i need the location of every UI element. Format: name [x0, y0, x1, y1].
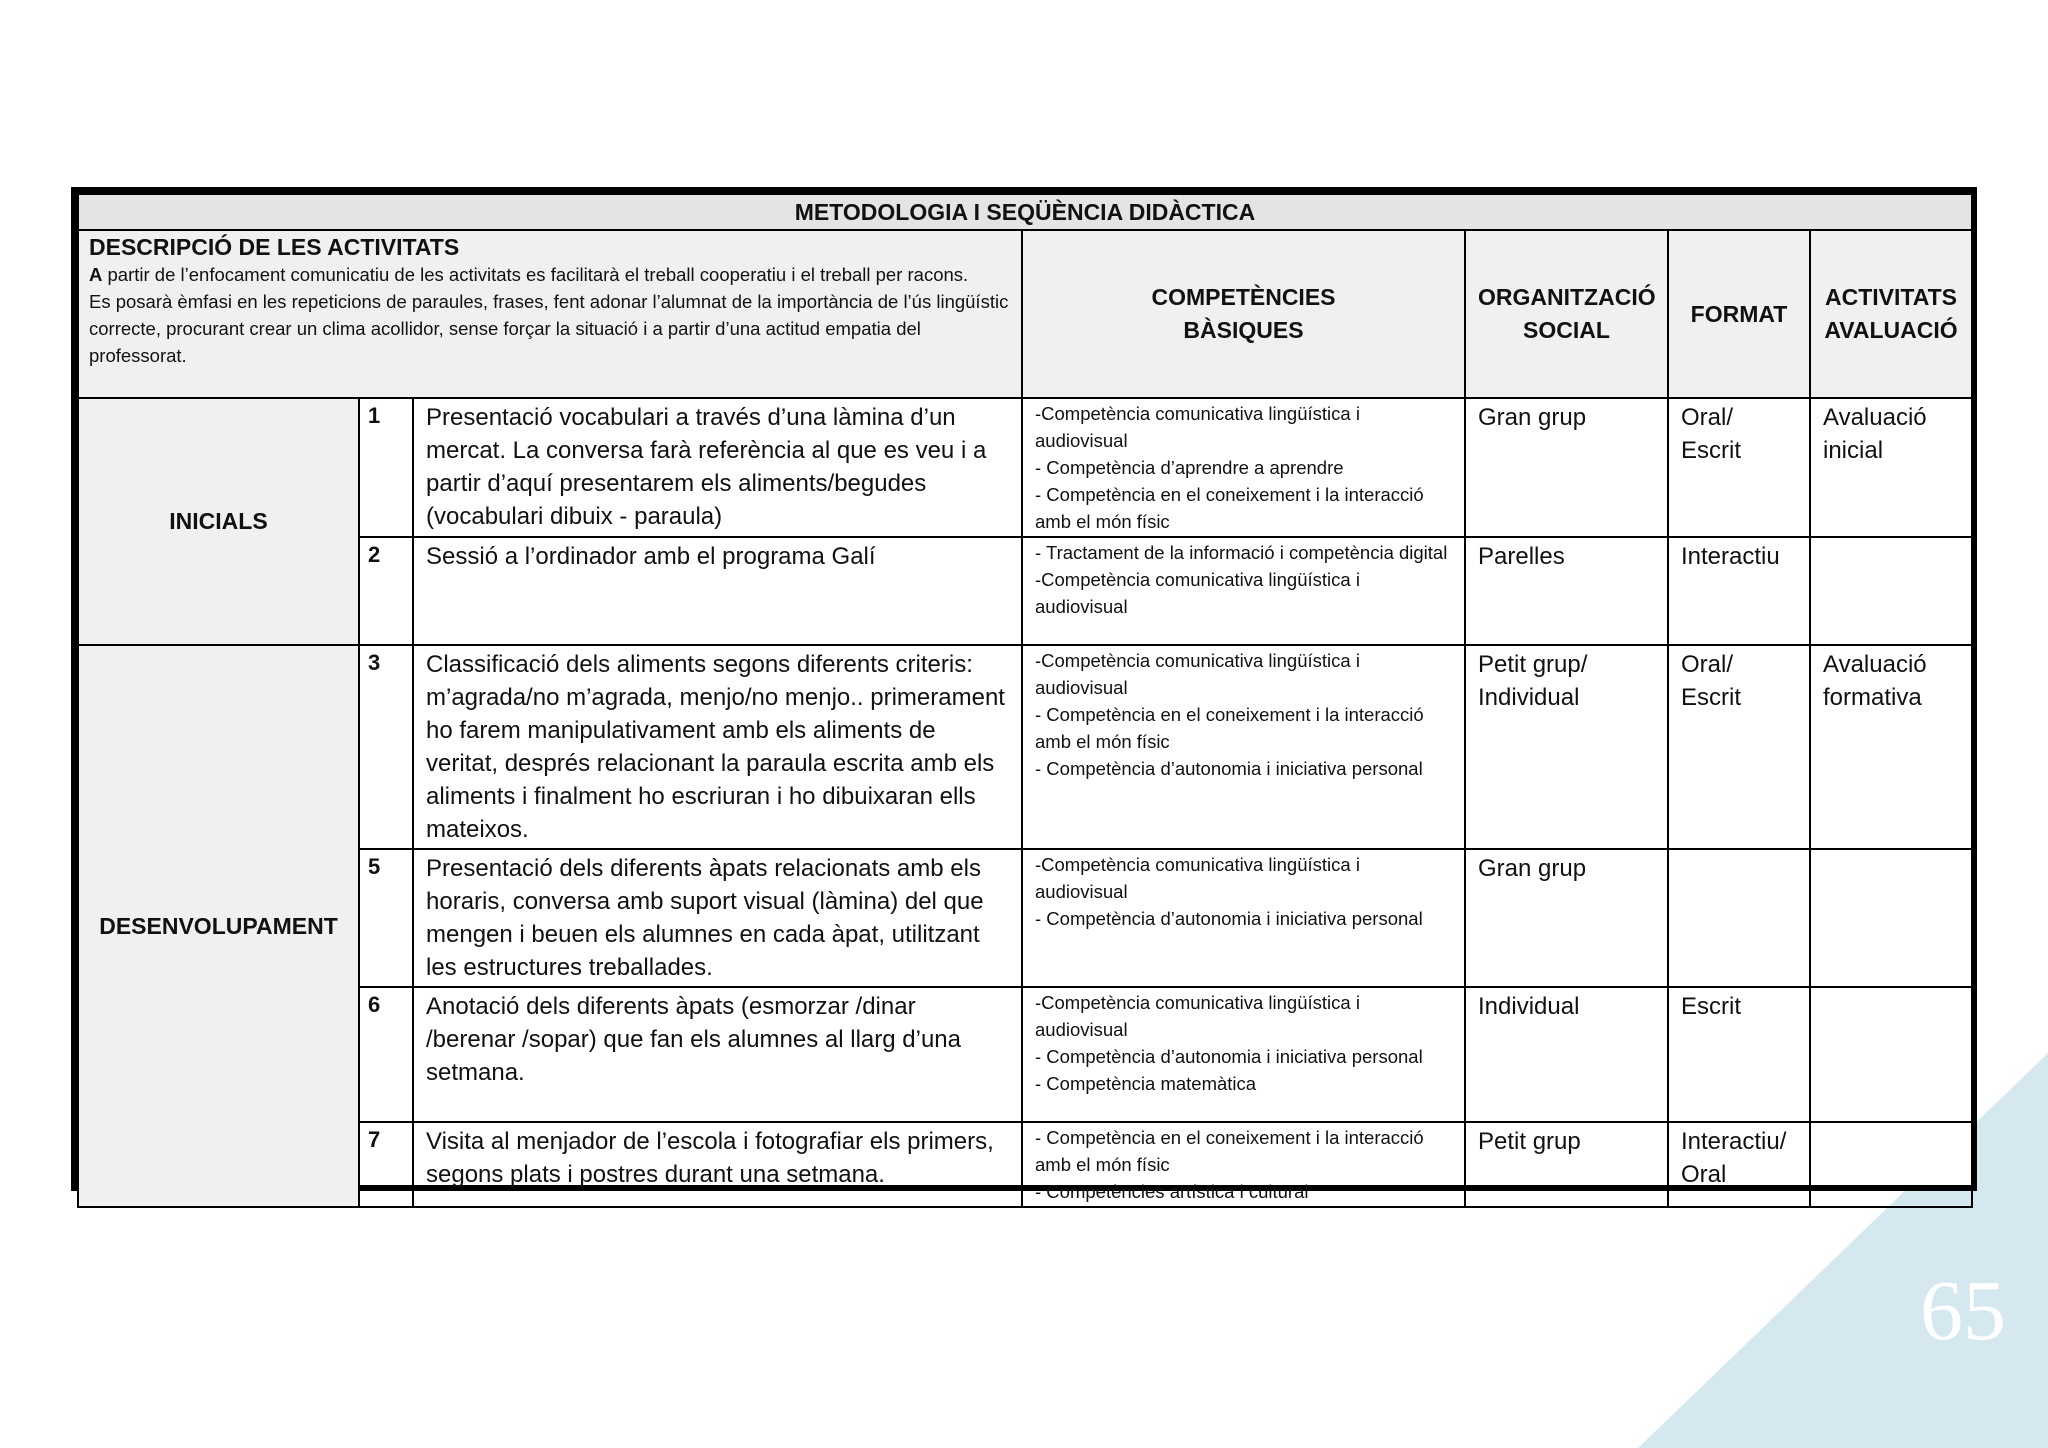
activity-number: 2 [359, 537, 413, 645]
activity-description: Presentació vocabulari a través d’una làmina d’un mercat. La conversa farà referència al que es veu i a partir d’aquí presentarem els aliments/begudes (vocabulari dibuix - paraula) [413, 398, 1022, 537]
column-header-evaluation [1810, 230, 1972, 398]
description-cell [78, 230, 1022, 398]
competencies-header-line2: BÀSIQUES [1183, 317, 1304, 343]
competency-item: -Competència comunicativa lingüística i audiovisual [1035, 403, 1360, 451]
organization-cell: Gran grup [1465, 398, 1668, 537]
table-row [78, 398, 1972, 537]
evaluation-header-line1: ACTIVITATS [1824, 284, 1958, 310]
activity-number: 7 [359, 1122, 413, 1207]
activity-description: Visita al menjador de l’escola i fotografiar els primers, segons plats i postres durant una setmana. [413, 1122, 1022, 1207]
organization-cell: Petit grup [1465, 1122, 1668, 1207]
organization-header-line2: SOCIAL [1523, 317, 1610, 343]
competencies-header-line1: COMPETÈNCIES [1151, 284, 1336, 310]
table-row [78, 645, 1972, 849]
competencies-cell [1022, 849, 1465, 987]
column-header-format: FORMAT [1668, 230, 1810, 398]
organization-cell: Individual [1465, 987, 1668, 1122]
competency-item: -Competència comunicativa lingüística i audiovisual [1035, 854, 1360, 902]
evaluation-cell [1810, 1122, 1972, 1207]
competencies-cell [1022, 1122, 1465, 1207]
table-row [78, 987, 1972, 1122]
activity-description: Presentació dels diferents àpats relacionats amb els horaris, conversa amb suport visual (làmina) del que mengen i beuen els alumnes en cada àpat, utilitzant les estructures treballades. [413, 849, 1022, 987]
column-header-competencies [1022, 230, 1465, 398]
competency-item: -Competència comunicativa lingüística i audiovisual [1035, 569, 1360, 617]
organization-header-line1: ORGANITZACIÓ [1478, 284, 1656, 310]
activity-number: 3 [359, 645, 413, 849]
competency-item: -Competència comunicativa lingüística i audiovisual [1035, 992, 1360, 1040]
description-heading: DESCRIPCIÓ DE LES ACTIVITATS [89, 234, 460, 260]
organization-cell: Parelles [1465, 537, 1668, 645]
table-title: METODOLOGIA I SEQÜÈNCIA DIDÀCTICA [78, 194, 1972, 230]
evaluation-cell [1810, 849, 1972, 987]
evaluation-cell [1810, 987, 1972, 1122]
phase-development: DESENVOLUPAMENT [78, 645, 359, 1207]
evaluation-cell: Avaluació formativa [1810, 645, 1972, 849]
competency-item: - Competència en el coneixement i la interacció amb el món físic [1035, 704, 1424, 752]
format-cell: Interactiu/ Oral [1668, 1122, 1810, 1207]
competency-item: - Competència d’autonomia i iniciativa personal [1035, 758, 1423, 779]
phase-initial: INICIALS [78, 398, 359, 645]
format-cell [1668, 849, 1810, 987]
evaluation-header-line2: AVALUACIÓ [1824, 317, 1958, 343]
evaluation-cell [1810, 537, 1972, 645]
organization-cell: Petit grup/ Individual [1465, 645, 1668, 849]
activity-description: Sessió a l’ordinador amb el programa Galí [413, 537, 1022, 645]
competency-item: - Competència en el coneixement i la interacció amb el món físic [1035, 1127, 1424, 1175]
competencies-cell [1022, 645, 1465, 849]
competency-item: - Competència d’aprendre a aprendre [1035, 457, 1344, 478]
activity-number: 6 [359, 987, 413, 1122]
competency-item: - Competència matemàtica [1035, 1073, 1257, 1094]
activity-description: Anotació dels diferents àpats (esmorzar /dinar /berenar /sopar) que fan els alumnes al llarg d’una setmana. [413, 987, 1022, 1122]
methodology-table-frame [71, 187, 1977, 1202]
description-paragraph-2: Es posarà èmfasi en les repeticions de paraules, frases, fent adonar l’alumnat de la importància de l’ús lingüístic correcte, procurant crear un clima acollidor, sense forçar la situació i a partir d’una actitud empatia del professorat. [89, 291, 1009, 366]
description-bold-start: A [89, 264, 103, 285]
description-paragraph-1: partir de l’enfocament comunicatiu de les activitats es facilitarà el treball cooperatiu i el treball per racons. [102, 264, 969, 285]
format-cell: Oral/ Escrit [1668, 398, 1810, 537]
table-row [78, 1122, 1972, 1207]
competency-item: - Competència d’autonomia i iniciativa personal [1035, 1046, 1423, 1067]
competency-item: - Competència en el coneixement i la interacció amb el món físic [1035, 484, 1424, 532]
format-cell: Interactiu [1668, 537, 1810, 645]
format-cell: Escrit [1668, 987, 1810, 1122]
activity-description: Classificació dels aliments segons diferents criteris: m’agrada/no m’agrada, menjo/no menjo.. primerament ho farem manipulativament amb els aliments de veritat, després relacionant la paraula escrita amb els aliments i finalment ho escriuran i ho dibuixaran ells mateixos. [413, 645, 1022, 849]
competency-item: -Competència comunicativa lingüística i audiovisual [1035, 650, 1360, 698]
column-header-organization [1465, 230, 1668, 398]
methodology-table [77, 193, 1973, 1208]
table-row [78, 849, 1972, 987]
activity-number: 5 [359, 849, 413, 987]
competency-item: - Competència d’autonomia i iniciativa personal [1035, 908, 1423, 929]
competency-item: - Tractament de la informació i competència digital [1035, 542, 1448, 563]
format-cell: Oral/ Escrit [1668, 645, 1810, 849]
activity-number: 1 [359, 398, 413, 537]
competencies-cell [1022, 987, 1465, 1122]
competency-item: - Competències artística i cultural [1035, 1181, 1309, 1202]
page-number: 65 [1920, 1262, 2006, 1358]
evaluation-cell: Avaluació inicial [1810, 398, 1972, 537]
competencies-cell [1022, 398, 1465, 537]
competencies-cell [1022, 537, 1465, 645]
organization-cell: Gran grup [1465, 849, 1668, 987]
table-row [78, 537, 1972, 645]
